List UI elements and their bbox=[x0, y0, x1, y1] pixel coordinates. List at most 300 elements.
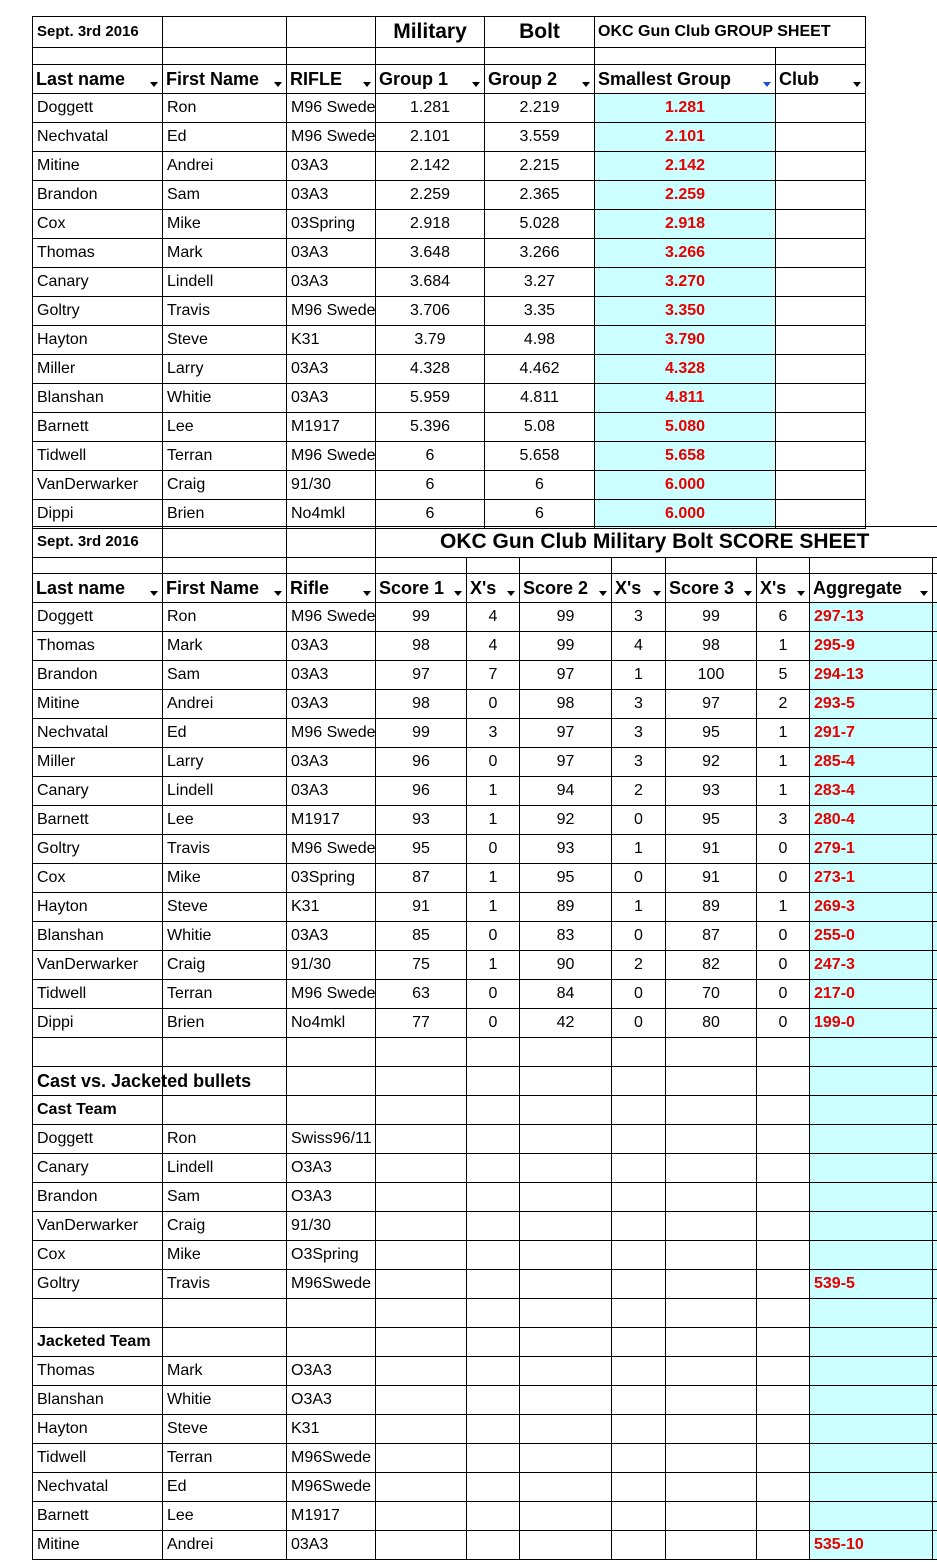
last-name-cell[interactable]: Doggett bbox=[32, 1125, 163, 1153]
score-2-cell[interactable]: 90 bbox=[520, 951, 612, 979]
filter-dropdown-icon[interactable] bbox=[363, 82, 371, 87]
club-cell[interactable] bbox=[776, 326, 866, 354]
smallest-group-cell[interactable]: 5.080 bbox=[595, 413, 776, 441]
smallest-group-cell[interactable]: 6.000 bbox=[595, 471, 776, 499]
overflow-cell[interactable] bbox=[933, 690, 937, 718]
aggregate-cell[interactable]: 255-0 bbox=[810, 922, 933, 950]
empty-cell[interactable] bbox=[612, 1357, 666, 1385]
last-name-cell[interactable]: Dippi bbox=[32, 500, 163, 528]
first-name-cell[interactable]: Lindell bbox=[163, 1154, 287, 1182]
empty-cell[interactable] bbox=[467, 1386, 520, 1414]
empty-cell[interactable] bbox=[757, 1299, 810, 1327]
overflow-cell[interactable] bbox=[933, 661, 937, 689]
first-name-cell[interactable]: Mike bbox=[163, 1241, 287, 1269]
empty-cell[interactable] bbox=[376, 1473, 467, 1501]
empty-cell[interactable] bbox=[612, 1183, 666, 1211]
empty-cell[interactable] bbox=[376, 1183, 467, 1211]
overflow-cell[interactable] bbox=[933, 1038, 937, 1066]
overflow-cell[interactable] bbox=[933, 1270, 937, 1298]
empty-cell[interactable] bbox=[757, 1415, 810, 1443]
smallest-group-cell[interactable]: 2.918 bbox=[595, 210, 776, 238]
score-1-cell[interactable]: 77 bbox=[376, 1009, 467, 1037]
rifle-cell[interactable]: 91/30 bbox=[287, 471, 376, 499]
aggregate-cell[interactable] bbox=[810, 1096, 933, 1124]
empty-cell[interactable] bbox=[520, 1154, 612, 1182]
first-name-cell[interactable]: Sam bbox=[163, 661, 287, 689]
empty-cell[interactable] bbox=[612, 1473, 666, 1501]
overflow-cell[interactable] bbox=[933, 922, 937, 950]
first-name-cell[interactable]: Mark bbox=[163, 239, 287, 267]
first-name-cell[interactable]: Craig bbox=[163, 951, 287, 979]
empty-cell[interactable] bbox=[467, 1531, 520, 1559]
score-2-cell[interactable]: 89 bbox=[520, 893, 612, 921]
group-1-cell[interactable]: 6 bbox=[376, 442, 485, 470]
overflow-cell[interactable] bbox=[933, 1531, 937, 1559]
score-2-cell[interactable]: 93 bbox=[520, 835, 612, 863]
last-name-cell[interactable]: Miller bbox=[32, 355, 163, 383]
xs-1-cell[interactable]: 1 bbox=[467, 864, 520, 892]
group-2-cell[interactable]: 3.559 bbox=[485, 123, 595, 151]
xs-2-cell[interactable]: 1 bbox=[612, 835, 666, 863]
empty-cell[interactable] bbox=[467, 1154, 520, 1182]
overflow-cell[interactable] bbox=[933, 1328, 937, 1356]
score-2-cell[interactable]: 99 bbox=[520, 632, 612, 660]
xs-2-cell[interactable]: 4 bbox=[612, 632, 666, 660]
first-name-cell[interactable]: Steve bbox=[163, 326, 287, 354]
first-name-cell[interactable]: Craig bbox=[163, 471, 287, 499]
group-2-cell[interactable]: 5.658 bbox=[485, 442, 595, 470]
overflow-cell[interactable] bbox=[933, 1299, 937, 1327]
empty-cell[interactable] bbox=[520, 1299, 612, 1327]
last-name-cell[interactable]: Hayton bbox=[32, 1415, 163, 1443]
overflow-cell[interactable] bbox=[933, 1212, 937, 1240]
first-name-cell[interactable]: Mike bbox=[163, 210, 287, 238]
overflow-cell[interactable] bbox=[933, 835, 937, 863]
score-1-cell[interactable]: 95 bbox=[376, 835, 467, 863]
empty-cell[interactable] bbox=[376, 1299, 467, 1327]
overflow-cell[interactable] bbox=[933, 893, 937, 921]
last-name-cell[interactable]: Nechvatal bbox=[32, 719, 163, 747]
empty-cell[interactable] bbox=[163, 526, 287, 557]
score-1-cell[interactable]: 63 bbox=[376, 980, 467, 1008]
club-cell[interactable] bbox=[776, 355, 866, 383]
empty-cell[interactable] bbox=[666, 1125, 757, 1153]
empty-cell[interactable] bbox=[666, 1038, 757, 1066]
aggregate-cell[interactable]: 247-3 bbox=[810, 951, 933, 979]
empty-cell[interactable] bbox=[467, 1473, 520, 1501]
xs-2-cell[interactable]: 1 bbox=[612, 893, 666, 921]
aggregate-cell[interactable] bbox=[810, 1183, 933, 1211]
first-name-cell[interactable]: Andrei bbox=[163, 1531, 287, 1559]
score-3-cell[interactable]: 92 bbox=[666, 748, 757, 776]
empty-cell[interactable] bbox=[666, 1415, 757, 1443]
xs-2-cell[interactable]: 0 bbox=[612, 980, 666, 1008]
rifle-cell[interactable]: M1917 bbox=[287, 806, 376, 834]
empty-cell[interactable] bbox=[666, 1328, 757, 1356]
empty-cell[interactable] bbox=[376, 1241, 467, 1269]
xs-3-cell[interactable]: 1 bbox=[757, 777, 810, 805]
group-1-cell[interactable]: 2.101 bbox=[376, 123, 485, 151]
smallest-group-cell[interactable]: 3.270 bbox=[595, 268, 776, 296]
last-name-cell[interactable]: Blanshan bbox=[32, 1386, 163, 1414]
empty-cell[interactable] bbox=[612, 1096, 666, 1124]
xs-3-cell[interactable]: 1 bbox=[757, 893, 810, 921]
aggregate-cell[interactable] bbox=[810, 1473, 933, 1501]
rifle-cell[interactable]: O3A3 bbox=[287, 1357, 376, 1385]
last-name-cell[interactable] bbox=[32, 1038, 163, 1066]
last-name-cell[interactable]: Thomas bbox=[32, 632, 163, 660]
header-xs-3[interactable]: X's bbox=[757, 574, 810, 602]
empty-cell[interactable] bbox=[520, 1502, 612, 1530]
first-name-cell[interactable]: Ed bbox=[163, 719, 287, 747]
aggregate-cell[interactable]: 273-1 bbox=[810, 864, 933, 892]
rifle-cell[interactable]: 03A3 bbox=[287, 690, 376, 718]
first-name-cell[interactable]: Terran bbox=[163, 980, 287, 1008]
empty-cell[interactable] bbox=[666, 1067, 757, 1095]
score-2-cell[interactable]: 95 bbox=[520, 864, 612, 892]
empty-cell[interactable] bbox=[467, 1038, 520, 1066]
score-1-cell[interactable]: 97 bbox=[376, 661, 467, 689]
first-name-cell[interactable]: Steve bbox=[163, 893, 287, 921]
rifle-cell[interactable]: 03Spring bbox=[287, 210, 376, 238]
overflow-cell[interactable] bbox=[933, 1067, 937, 1095]
first-name-cell[interactable]: Whitie bbox=[163, 922, 287, 950]
xs-1-cell[interactable]: 3 bbox=[467, 719, 520, 747]
empty-cell[interactable] bbox=[757, 1096, 810, 1124]
rifle-cell[interactable]: M96Swede bbox=[287, 1473, 376, 1501]
group-2-cell[interactable]: 2.215 bbox=[485, 152, 595, 180]
empty-cell[interactable] bbox=[520, 1444, 612, 1472]
last-name-cell[interactable]: Thomas bbox=[32, 1357, 163, 1385]
xs-3-cell[interactable]: 1 bbox=[757, 719, 810, 747]
rifle-cell[interactable] bbox=[287, 1067, 376, 1095]
aggregate-cell[interactable] bbox=[810, 1415, 933, 1443]
first-name-cell[interactable]: Travis bbox=[163, 1270, 287, 1298]
empty-cell[interactable] bbox=[163, 16, 287, 47]
rifle-cell[interactable]: M96 Swede bbox=[287, 603, 376, 631]
rifle-cell[interactable]: M96 Swede bbox=[287, 719, 376, 747]
last-name-cell[interactable]: Hayton bbox=[32, 893, 163, 921]
filter-dropdown-icon[interactable] bbox=[454, 591, 462, 596]
score-1-cell[interactable]: 75 bbox=[376, 951, 467, 979]
rifle-cell[interactable]: 03A3 bbox=[287, 268, 376, 296]
empty-cell[interactable] bbox=[757, 1328, 810, 1356]
aggregate-cell[interactable]: 535-10 bbox=[810, 1531, 933, 1559]
empty-cell[interactable] bbox=[612, 1444, 666, 1472]
empty-cell[interactable] bbox=[376, 1125, 467, 1153]
empty-cell[interactable] bbox=[520, 1125, 612, 1153]
last-name-cell[interactable]: Brandon bbox=[32, 1183, 163, 1211]
aggregate-cell[interactable]: 539-5 bbox=[810, 1270, 933, 1298]
xs-3-cell[interactable]: 3 bbox=[757, 806, 810, 834]
first-name-cell[interactable]: Lindell bbox=[163, 268, 287, 296]
empty-cell[interactable] bbox=[612, 1212, 666, 1240]
xs-2-cell[interactable]: 1 bbox=[612, 661, 666, 689]
group-2-cell[interactable]: 4.462 bbox=[485, 355, 595, 383]
first-name-cell[interactable]: Mike bbox=[163, 864, 287, 892]
last-name-cell[interactable]: Barnett bbox=[32, 413, 163, 441]
rifle-cell[interactable]: No4mkl bbox=[287, 1009, 376, 1037]
filter-dropdown-icon[interactable] bbox=[274, 591, 282, 596]
header-rifle[interactable]: RIFLE bbox=[287, 65, 376, 93]
score-sheet-date[interactable]: Sept. 3rd 2016 bbox=[32, 526, 163, 557]
score-1-cell[interactable]: 98 bbox=[376, 632, 467, 660]
xs-1-cell[interactable]: 4 bbox=[467, 603, 520, 631]
rifle-cell[interactable]: 03A3 bbox=[287, 748, 376, 776]
first-name-cell[interactable]: Craig bbox=[163, 1212, 287, 1240]
empty-cell[interactable] bbox=[467, 1183, 520, 1211]
group-1-cell[interactable]: 2.259 bbox=[376, 181, 485, 209]
score-3-cell[interactable]: 93 bbox=[666, 777, 757, 805]
rifle-cell[interactable]: 03A3 bbox=[287, 239, 376, 267]
club-cell[interactable] bbox=[776, 123, 866, 151]
empty-cell[interactable] bbox=[757, 1212, 810, 1240]
first-name-cell[interactable]: Brien bbox=[163, 1009, 287, 1037]
empty-cell[interactable] bbox=[467, 1444, 520, 1472]
filter-dropdown-icon[interactable] bbox=[150, 82, 158, 87]
last-name-cell[interactable]: Cox bbox=[32, 1241, 163, 1269]
rifle-cell[interactable]: 03A3 bbox=[287, 384, 376, 412]
smallest-group-cell[interactable]: 4.328 bbox=[595, 355, 776, 383]
score-3-cell[interactable]: 70 bbox=[666, 980, 757, 1008]
last-name-cell[interactable]: Nechvatal bbox=[32, 123, 163, 151]
last-name-cell[interactable]: Miller bbox=[32, 748, 163, 776]
score-2-cell[interactable]: 42 bbox=[520, 1009, 612, 1037]
empty-cell[interactable] bbox=[757, 1154, 810, 1182]
xs-3-cell[interactable]: 0 bbox=[757, 922, 810, 950]
aggregate-cell[interactable]: 285-4 bbox=[810, 748, 933, 776]
empty-cell[interactable] bbox=[520, 1415, 612, 1443]
score-3-cell[interactable]: 91 bbox=[666, 835, 757, 863]
xs-3-cell[interactable]: 0 bbox=[757, 835, 810, 863]
empty-cell[interactable] bbox=[666, 1096, 757, 1124]
last-name-cell[interactable]: VanDerwarker bbox=[32, 471, 163, 499]
group-1-cell[interactable]: 2.142 bbox=[376, 152, 485, 180]
last-name-cell[interactable]: Goltry bbox=[32, 1270, 163, 1298]
rifle-cell[interactable]: M96 Swede bbox=[287, 94, 376, 122]
first-name-cell[interactable]: Terran bbox=[163, 1444, 287, 1472]
xs-1-cell[interactable]: 4 bbox=[467, 632, 520, 660]
last-name-cell[interactable]: Jacketed Team bbox=[32, 1328, 163, 1356]
rifle-cell[interactable] bbox=[287, 1096, 376, 1124]
empty-cell[interactable] bbox=[520, 1531, 612, 1559]
club-cell[interactable] bbox=[776, 268, 866, 296]
xs-3-cell[interactable]: 0 bbox=[757, 951, 810, 979]
score-3-cell[interactable]: 87 bbox=[666, 922, 757, 950]
last-name-cell[interactable]: Canary bbox=[32, 268, 163, 296]
xs-1-cell[interactable]: 1 bbox=[467, 951, 520, 979]
group-2-cell[interactable]: 3.27 bbox=[485, 268, 595, 296]
group-1-cell[interactable]: 5.959 bbox=[376, 384, 485, 412]
aggregate-cell[interactable] bbox=[810, 1067, 933, 1095]
group-1-cell[interactable]: 3.79 bbox=[376, 326, 485, 354]
rifle-cell[interactable]: 03A3 bbox=[287, 632, 376, 660]
rifle-cell[interactable]: 03Spring bbox=[287, 864, 376, 892]
group-2-cell[interactable]: 6 bbox=[485, 471, 595, 499]
filter-dropdown-icon[interactable] bbox=[274, 82, 282, 87]
rifle-cell[interactable]: 03A3 bbox=[287, 355, 376, 383]
aggregate-cell[interactable]: 293-5 bbox=[810, 690, 933, 718]
rifle-cell[interactable]: M96Swede bbox=[287, 1444, 376, 1472]
xs-2-cell[interactable]: 0 bbox=[612, 806, 666, 834]
score-3-cell[interactable]: 82 bbox=[666, 951, 757, 979]
first-name-cell[interactable]: Mark bbox=[163, 632, 287, 660]
first-name-cell[interactable] bbox=[163, 1096, 287, 1124]
club-cell[interactable] bbox=[776, 500, 866, 528]
club-cell[interactable] bbox=[776, 384, 866, 412]
overflow-cell[interactable] bbox=[933, 1125, 937, 1153]
first-name-cell[interactable]: Ron bbox=[163, 1125, 287, 1153]
empty-cell[interactable] bbox=[757, 1473, 810, 1501]
score-3-cell[interactable]: 80 bbox=[666, 1009, 757, 1037]
overflow-cell[interactable] bbox=[933, 1241, 937, 1269]
empty-cell[interactable] bbox=[757, 1038, 810, 1066]
empty-cell[interactable] bbox=[467, 1212, 520, 1240]
xs-1-cell[interactable]: 7 bbox=[467, 661, 520, 689]
empty-cell[interactable] bbox=[666, 1531, 757, 1559]
club-cell[interactable] bbox=[776, 297, 866, 325]
empty-cell[interactable] bbox=[757, 1270, 810, 1298]
filter-dropdown-icon[interactable] bbox=[853, 82, 861, 87]
xs-2-cell[interactable]: 3 bbox=[612, 748, 666, 776]
rifle-cell[interactable]: M1917 bbox=[287, 413, 376, 441]
smallest-group-cell[interactable]: 6.000 bbox=[595, 500, 776, 528]
empty-cell[interactable] bbox=[467, 1415, 520, 1443]
rifle-cell[interactable]: K31 bbox=[287, 1415, 376, 1443]
header-score-3[interactable]: Score 3 bbox=[666, 574, 757, 602]
empty-cell[interactable] bbox=[757, 1444, 810, 1472]
header-group-2[interactable]: Group 2 bbox=[485, 65, 595, 93]
aggregate-cell[interactable]: 217-0 bbox=[810, 980, 933, 1008]
aggregate-cell[interactable] bbox=[810, 1502, 933, 1530]
empty-cell[interactable] bbox=[376, 1357, 467, 1385]
first-name-cell[interactable]: Ron bbox=[163, 94, 287, 122]
empty-cell[interactable] bbox=[612, 1502, 666, 1530]
last-name-cell[interactable]: Cox bbox=[32, 210, 163, 238]
aggregate-cell[interactable]: 199-0 bbox=[810, 1009, 933, 1037]
last-name-cell[interactable]: Doggett bbox=[32, 94, 163, 122]
aggregate-cell[interactable] bbox=[810, 1444, 933, 1472]
empty-cell[interactable] bbox=[467, 1328, 520, 1356]
group-1-cell[interactable]: 6 bbox=[376, 500, 485, 528]
overflow-cell[interactable] bbox=[933, 980, 937, 1008]
empty-cell[interactable] bbox=[376, 1067, 467, 1095]
empty-cell[interactable] bbox=[520, 1473, 612, 1501]
last-name-cell[interactable]: Brandon bbox=[32, 661, 163, 689]
group-1-cell[interactable]: 3.706 bbox=[376, 297, 485, 325]
smallest-group-cell[interactable]: 2.101 bbox=[595, 123, 776, 151]
first-name-cell[interactable]: Andrei bbox=[163, 690, 287, 718]
empty-cell[interactable] bbox=[612, 1038, 666, 1066]
club-cell[interactable] bbox=[776, 413, 866, 441]
club-cell[interactable] bbox=[776, 210, 866, 238]
score-3-cell[interactable]: 89 bbox=[666, 893, 757, 921]
group-1-cell[interactable]: 6 bbox=[376, 471, 485, 499]
empty-cell[interactable] bbox=[666, 1386, 757, 1414]
filter-dropdown-icon[interactable] bbox=[599, 591, 607, 596]
empty-cell[interactable] bbox=[376, 1415, 467, 1443]
group-2-cell[interactable]: 4.98 bbox=[485, 326, 595, 354]
rifle-cell[interactable]: K31 bbox=[287, 326, 376, 354]
empty-cell[interactable] bbox=[666, 1502, 757, 1530]
rifle-cell[interactable]: M1917 bbox=[287, 1502, 376, 1530]
header-aggregate[interactable]: Aggregate bbox=[810, 574, 933, 602]
first-name-cell[interactable]: Travis bbox=[163, 297, 287, 325]
club-cell[interactable] bbox=[776, 239, 866, 267]
rifle-cell[interactable]: 91/30 bbox=[287, 951, 376, 979]
first-name-cell[interactable]: Larry bbox=[163, 355, 287, 383]
header-first-name[interactable]: First Name bbox=[163, 65, 287, 93]
empty-cell[interactable] bbox=[376, 1212, 467, 1240]
empty-cell[interactable] bbox=[287, 16, 376, 47]
rifle-cell[interactable]: 03A3 bbox=[287, 922, 376, 950]
last-name-cell[interactable]: Blanshan bbox=[32, 922, 163, 950]
xs-3-cell[interactable]: 0 bbox=[757, 864, 810, 892]
filter-dropdown-icon[interactable] bbox=[920, 591, 928, 596]
header-smallest-group[interactable]: Smallest Group bbox=[595, 65, 776, 93]
aggregate-cell[interactable] bbox=[810, 1241, 933, 1269]
rifle-cell[interactable] bbox=[287, 1328, 376, 1356]
score-1-cell[interactable]: 96 bbox=[376, 748, 467, 776]
aggregate-cell[interactable] bbox=[810, 1386, 933, 1414]
xs-3-cell[interactable]: 2 bbox=[757, 690, 810, 718]
empty-cell[interactable] bbox=[612, 1125, 666, 1153]
xs-1-cell[interactable]: 0 bbox=[467, 980, 520, 1008]
aggregate-cell[interactable] bbox=[810, 1357, 933, 1385]
empty-cell[interactable] bbox=[467, 1270, 520, 1298]
rifle-cell[interactable] bbox=[287, 1038, 376, 1066]
header-club[interactable]: Club bbox=[776, 65, 866, 93]
last-name-cell[interactable]: Goltry bbox=[32, 297, 163, 325]
first-name-cell[interactable] bbox=[163, 1328, 287, 1356]
first-name-cell[interactable]: Whitie bbox=[163, 1386, 287, 1414]
smallest-group-cell[interactable]: 1.281 bbox=[595, 94, 776, 122]
xs-3-cell[interactable]: 1 bbox=[757, 748, 810, 776]
empty-cell[interactable] bbox=[666, 1299, 757, 1327]
last-name-cell[interactable]: Cast Team bbox=[32, 1096, 163, 1124]
empty-cell[interactable] bbox=[287, 526, 376, 557]
group-1-cell[interactable]: 2.918 bbox=[376, 210, 485, 238]
aggregate-cell[interactable] bbox=[810, 1038, 933, 1066]
last-name-cell[interactable]: Doggett bbox=[32, 603, 163, 631]
xs-1-cell[interactable]: 0 bbox=[467, 748, 520, 776]
empty-cell[interactable] bbox=[376, 1444, 467, 1472]
empty-cell[interactable] bbox=[376, 1502, 467, 1530]
rifle-cell[interactable]: 03A3 bbox=[287, 777, 376, 805]
last-name-cell[interactable]: Canary bbox=[32, 1154, 163, 1182]
last-name-cell[interactable]: VanDerwarker bbox=[32, 1212, 163, 1240]
first-name-cell[interactable]: Whitie bbox=[163, 384, 287, 412]
rifle-cell[interactable]: 03A3 bbox=[287, 181, 376, 209]
empty-cell[interactable] bbox=[666, 1357, 757, 1385]
empty-cell[interactable] bbox=[666, 1444, 757, 1472]
last-name-cell[interactable]: Goltry bbox=[32, 835, 163, 863]
smallest-group-cell[interactable]: 2.142 bbox=[595, 152, 776, 180]
score-3-cell[interactable]: 100 bbox=[666, 661, 757, 689]
last-name-cell[interactable]: Tidwell bbox=[32, 980, 163, 1008]
empty-cell[interactable] bbox=[666, 1473, 757, 1501]
xs-1-cell[interactable]: 0 bbox=[467, 1009, 520, 1037]
aggregate-cell[interactable]: 291-7 bbox=[810, 719, 933, 747]
rifle-cell[interactable]: O3Spring bbox=[287, 1241, 376, 1269]
club-cell[interactable] bbox=[776, 152, 866, 180]
club-cell[interactable] bbox=[776, 94, 866, 122]
filter-dropdown-icon[interactable] bbox=[797, 591, 805, 596]
xs-2-cell[interactable]: 0 bbox=[612, 864, 666, 892]
empty-cell[interactable] bbox=[666, 1270, 757, 1298]
rifle-cell[interactable]: K31 bbox=[287, 893, 376, 921]
score-2-cell[interactable]: 83 bbox=[520, 922, 612, 950]
